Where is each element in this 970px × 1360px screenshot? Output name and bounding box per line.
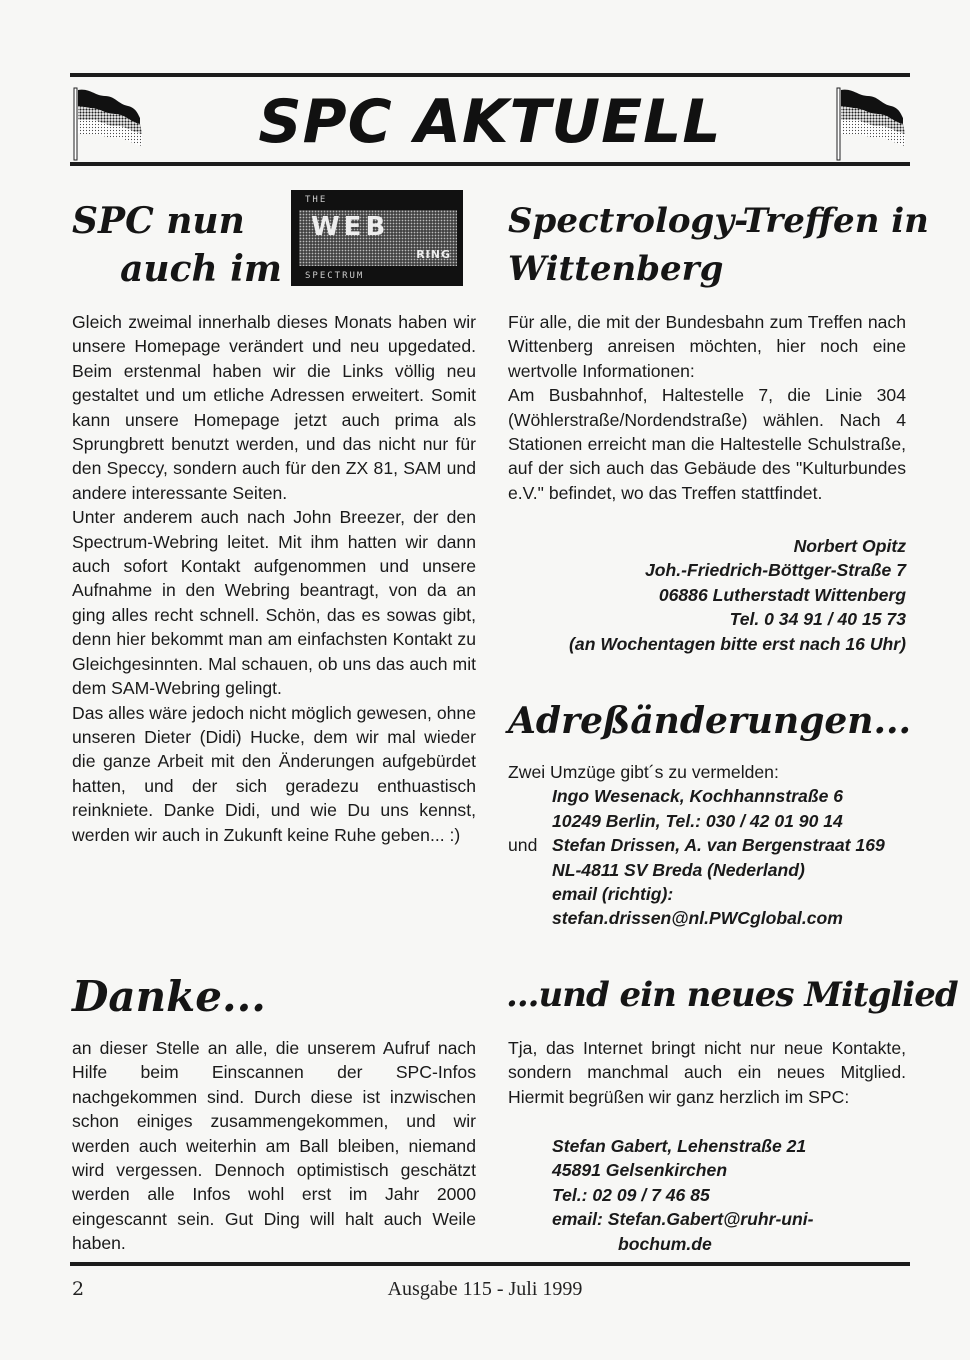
intro-text: Zwei Umzüge gibt´s zu vermelden: xyxy=(508,762,779,782)
address-line: 10249 Berlin, Tel.: 030 / 42 01 90 14 xyxy=(552,810,843,831)
article-heading: Spectrology-Treffen in xyxy=(508,201,929,241)
signature-note: (an Wochentagen bitte erst nach 16 Uhr) xyxy=(569,633,906,654)
webring-logo xyxy=(291,190,463,286)
footer-rule xyxy=(70,1262,910,1266)
email-address: email: Stefan.Gabert@ruhr-uni- xyxy=(552,1209,814,1230)
issue-label: Ausgabe 115 - Juli 1999 xyxy=(387,1278,583,1300)
signature-phone: Tel. 0 34 91 / 40 15 73 xyxy=(729,609,906,630)
top-rule xyxy=(70,73,910,77)
article-heading: SPC nun xyxy=(72,200,245,242)
article-body xyxy=(508,1036,906,1109)
signature-street: Joh.-Friedrich-Böttger-Straße 7 xyxy=(644,560,906,581)
header-rule xyxy=(70,162,910,166)
article-heading: auch im xyxy=(120,248,282,290)
article-body xyxy=(72,310,476,847)
email-address-continued: bochum.de xyxy=(618,1233,712,1254)
masthead-title: SPC AKTUELL xyxy=(258,87,722,157)
paragraph: Am Busbahnhof, Haltestelle 7, die Linie 304 (Wöhlerstraße/Nordendstraße) wählen. Nach 4 Stationen erreicht man die Haltestelle Schulstraße, auf der sich auch das Gebäude des "Kulturbundes e.V." befindet, wo das Treffen stattfindet. xyxy=(508,385,906,503)
article-body xyxy=(508,310,906,505)
german-flag-icon xyxy=(833,84,913,164)
contact-signature xyxy=(500,534,906,656)
signature-name: Norbert Opitz xyxy=(793,536,906,556)
address-changes xyxy=(508,760,918,931)
logo-text-main: WEB xyxy=(311,212,390,242)
paragraph: an dieser Stelle an alle, die unserem Aufruf nach Hilfe beim Einscannen der SPC-Infos nachgekommen sind. Durch diese ist inzwischen schon einiges zusammengekommen, und wir werden auch weiterhin am Ball bleiben, niemand wird vergessen. Dennoch optimistisch geschätzt werden alle Infos wohl erst im Jahr 2000 eingescannt sein. Gut Ding will halt auch Weile haben. xyxy=(72,1038,476,1254)
address-line: NL-4811 SV Breda (Nederland) xyxy=(552,859,805,880)
article-heading: Adreßänderungen... xyxy=(508,700,912,742)
address-line: Tel.: 02 09 / 7 46 85 xyxy=(552,1184,710,1205)
paragraph: Unter anderem auch nach John Breezer, der den Spectrum-Webring leitet. Mit ihm hatten wir dann auch sofort Kontakt aufgenommen und unsere Aufnahme in den Webring beantragt, von da an ging alles recht schnell. Schön, das es sowas gibt, denn hier bekommt man am einfachsten Kontakt zu Gleichgesinnten. Mal schauen, ob uns das auch mit dem SAM-Webring gelingt. xyxy=(72,507,476,699)
paragraph: Tja, das Internet bringt nicht nur neue Kontakte, sondern manchmal auch ein neues Mitglied. Hiermit begrüßen wir ganz herzlich im SPC: xyxy=(508,1038,906,1107)
logo-text-bottom: SPECTRUM xyxy=(305,271,365,281)
logo-text-sub: RING xyxy=(416,248,451,261)
address-line: Ingo Wesenack, Kochhannstraße 6 xyxy=(552,786,844,807)
german-flag-icon xyxy=(70,84,150,164)
logo-text-top: THE xyxy=(305,195,328,205)
email-address: stefan.drissen@nl.PWCglobal.com xyxy=(552,908,843,929)
page-number: 2 xyxy=(72,1278,85,1300)
member-address xyxy=(552,1134,912,1256)
paragraph: Gleich zweimal innerhalb dieses Monats haben wir unsere Homepage verändert und neu upgedated. Beim erstenmal haben wir die Links völlig neu gestaltet und um etliche Adressen erweitert. Somit kann unsere Homepage jetzt auch prima als Sprungbrett benutzt werden, und das nicht nur für den Speccy, sondern auch für den ZX 81, SAM und andere interessante Seiten. xyxy=(72,312,476,503)
address-line: 45891 Gelsenkirchen xyxy=(552,1160,728,1181)
paragraph: Für alle, die mit der Bundesbahn zum Treffen nach Wittenberg anreisen möchten, hier noch eine wertvolle Informationen: xyxy=(508,312,906,381)
article-heading: Wittenberg xyxy=(508,249,724,289)
address-line: Stefan Drissen, A. van Bergenstraat 169 xyxy=(552,835,885,856)
address-line: Stefan Gabert, Lehenstraße 21 xyxy=(552,1136,807,1156)
article-heading: Danke... xyxy=(72,972,266,1021)
address-line: email (richtig): xyxy=(552,884,674,905)
article-body xyxy=(72,1036,476,1256)
paragraph: Das alles wäre jedoch nicht möglich gewesen, ohne unseren Dieter (Didi) Hucke, dem wir mal wieder die ganze Arbeit mit den Änderungen aufgebürdet hatten, und der sich geradezu enthuastisch reinkniete. Danke Didi, und wie Du uns kennst, werden wir auch in Zukunft keine Ruhe geben... :) xyxy=(72,702,476,845)
connector-text: und xyxy=(508,835,538,856)
signature-city: 06886 Lutherstadt Wittenberg xyxy=(658,584,906,605)
article-heading: ...und ein neues Mitglied xyxy=(506,975,958,1015)
